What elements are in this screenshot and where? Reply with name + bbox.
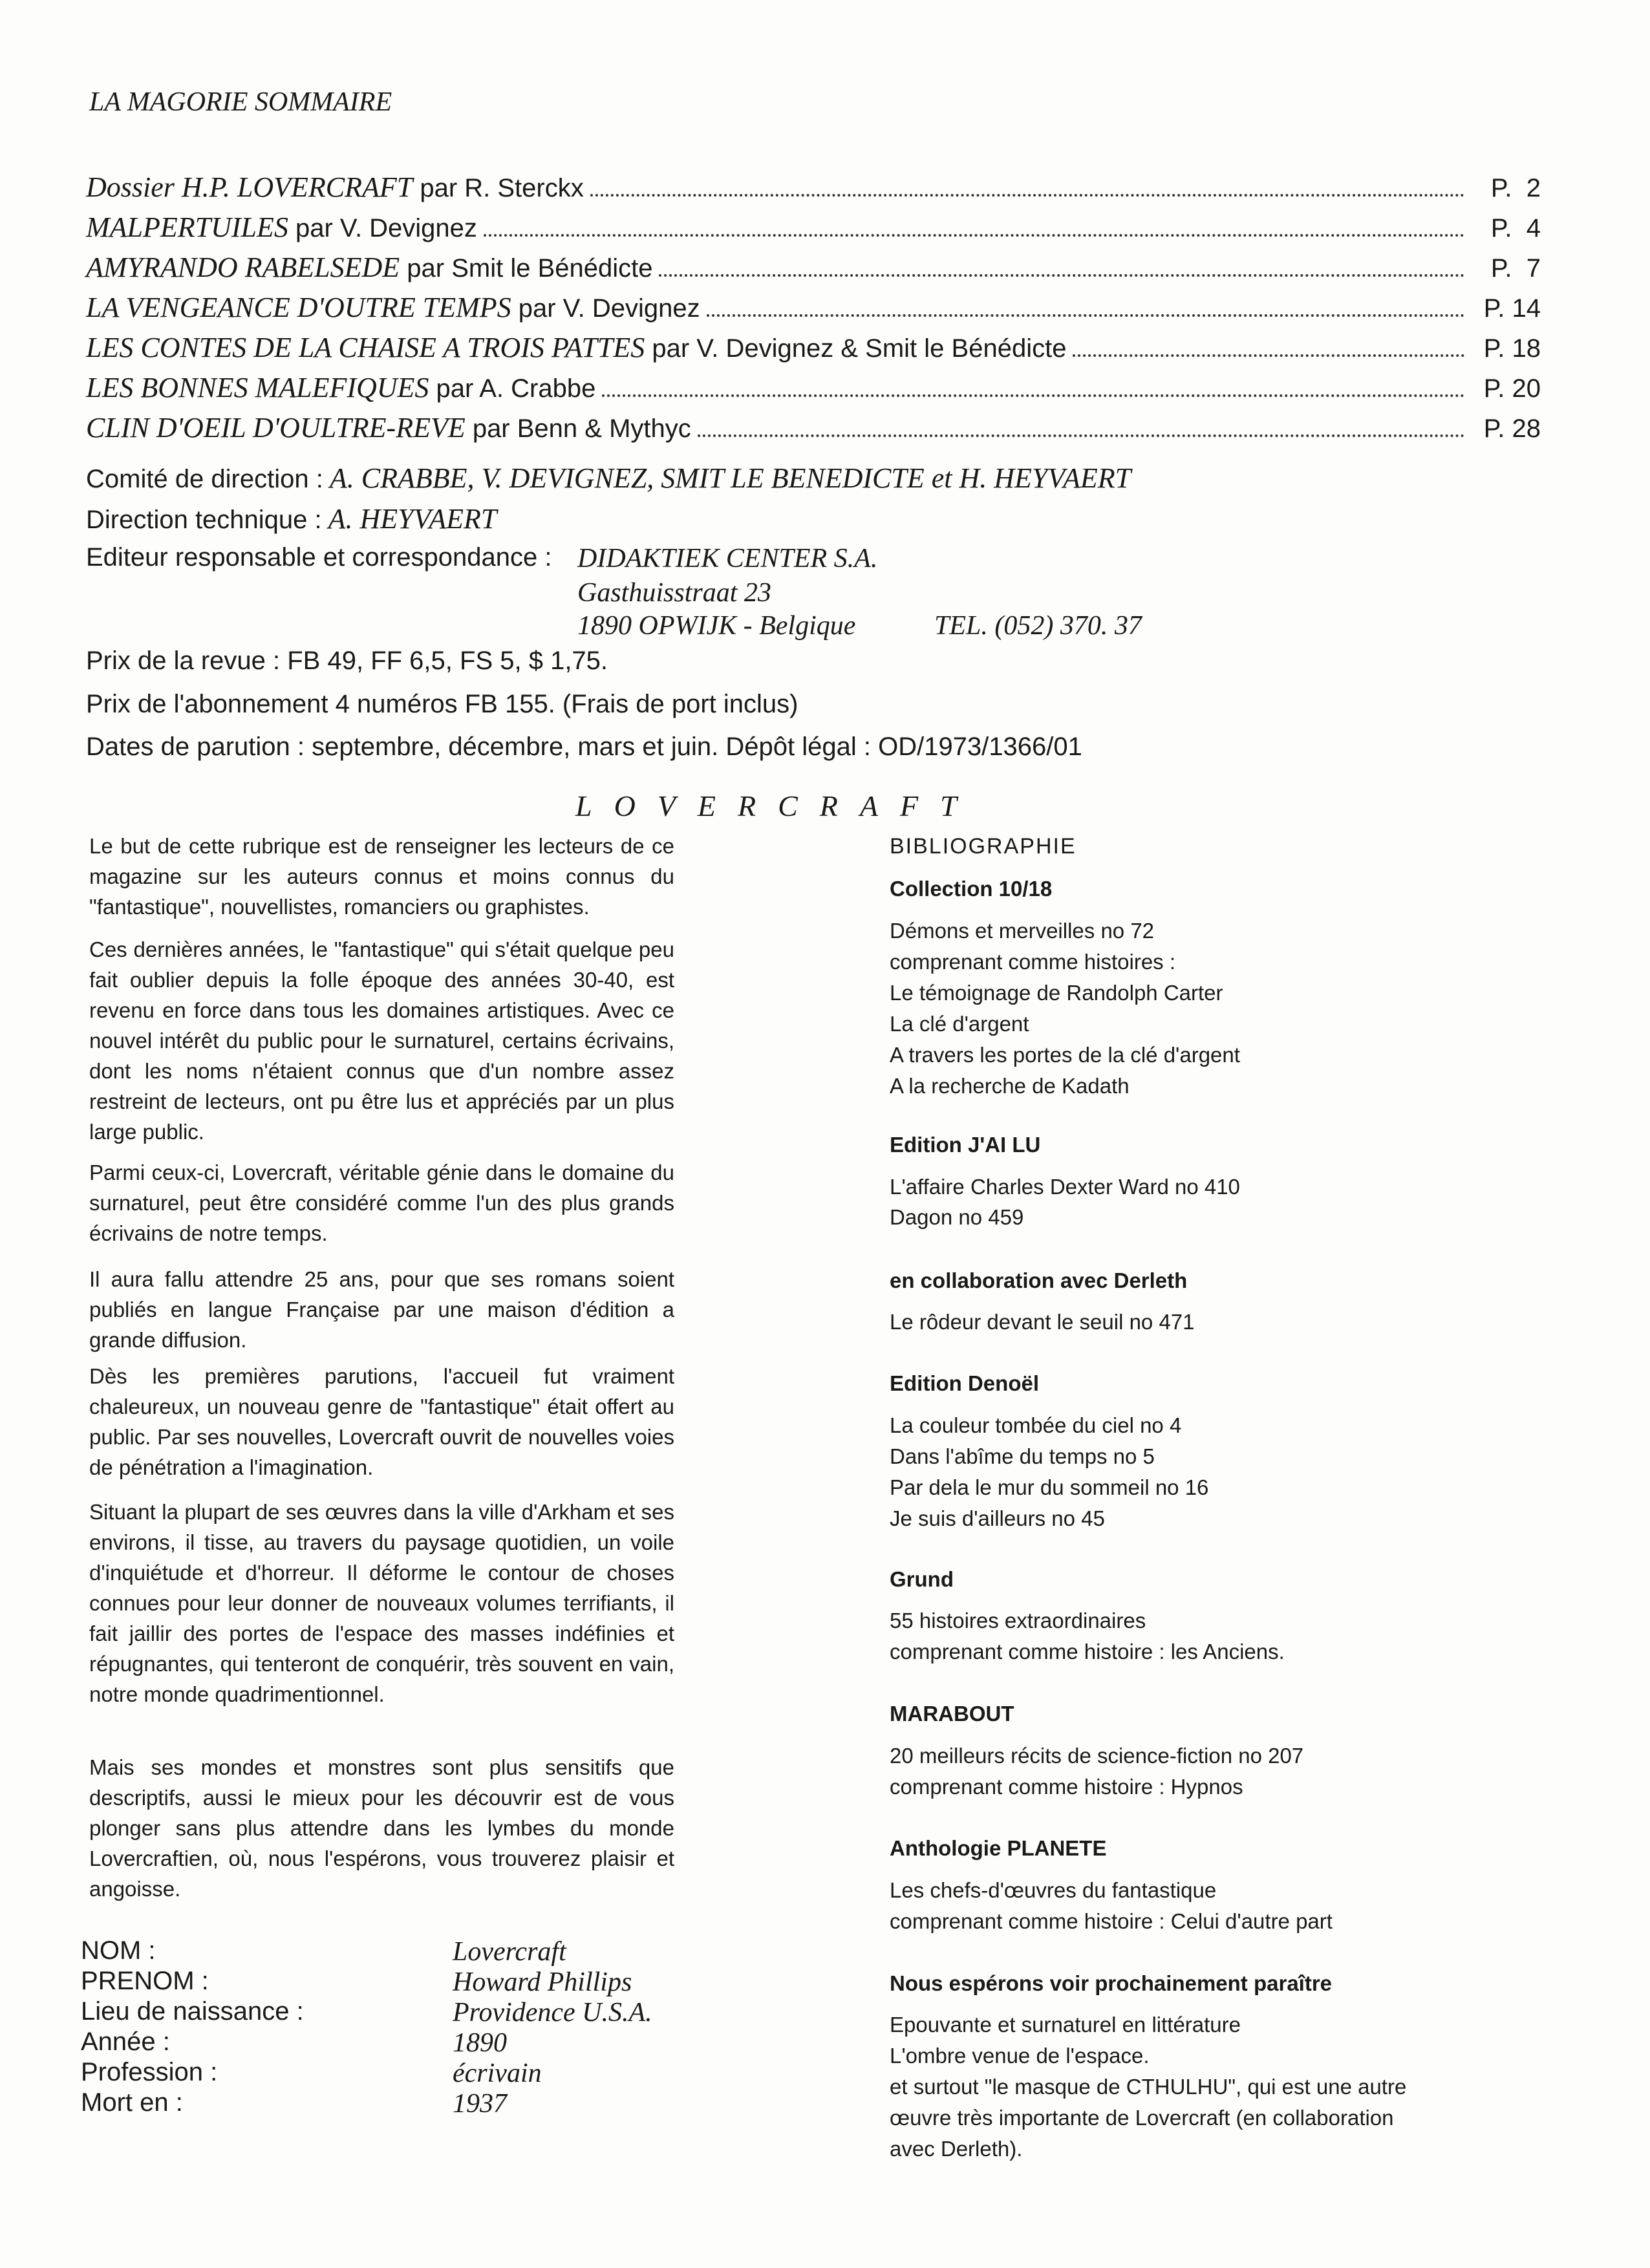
article-paragraph: Il aura fallu attendre 25 ans, pour que ses romans soient publiés en langue Française par une maison d'édition a grande diffusion. — [89, 1267, 674, 1352]
bib-heading: Nous espérons voir prochainement paraître — [890, 1971, 1333, 1995]
publisher-street: Gasthuisstraat 23 — [577, 578, 771, 608]
toc-leader-dots — [484, 234, 1464, 237]
toc-row — [86, 171, 1541, 209]
bib-entry: Epouvante et surnaturel en littérature — [890, 2013, 1241, 2037]
toc-author: par R. Sterckx — [412, 174, 584, 202]
bib-entry: Je suis d'ailleurs no 45 — [890, 1506, 1105, 1530]
bio-prenom-label: PRENOM : — [81, 1967, 209, 1995]
toc-author: par V. Devignez — [511, 294, 700, 323]
bibliography-title: BIBLIOGRAPHIE — [890, 834, 1077, 859]
toc-title: LA VENGEANCE D'OUTRE TEMPS — [86, 292, 511, 323]
toc-row — [86, 251, 1541, 290]
bio-lieu-label: Lieu de naissance : — [81, 1997, 304, 2026]
bio-mort-label: Mort en : — [81, 2088, 183, 2117]
toc-author: par V. Devignez & Smit le Bénédicte — [645, 334, 1067, 363]
bib-entry: A travers les portes de la clé d'argent — [890, 1043, 1240, 1067]
toc-page: P. 20 — [1483, 374, 1541, 403]
bib-entry: A la recherche de Kadath — [890, 1074, 1130, 1098]
article-paragraph: Parmi ceux-ci, Lovercraft, véritable génie dans le domaine du surnaturel, peut être considéré comme l'un des plus grands écrivains de notre temps. — [89, 1161, 674, 1245]
committee-credit — [86, 462, 1131, 495]
toc-page: P. 4 — [1490, 214, 1541, 242]
toc-leader-dots — [1073, 354, 1464, 357]
toc-leader-dots — [698, 434, 1464, 437]
bib-entry: 20 meilleurs récits de science-fiction no 207 — [890, 1744, 1304, 1768]
bib-entry: La clé d'argent — [890, 1012, 1029, 1036]
bio-mort-value: 1937 — [453, 2089, 507, 2119]
toc-row — [86, 371, 1541, 410]
bio-profession-label: Profession : — [81, 2058, 218, 2086]
toc-author: par A. Crabbe — [429, 374, 596, 403]
toc-row — [86, 211, 1541, 250]
bib-entry: Dagon no 459 — [890, 1205, 1024, 1229]
toc-page: P. 14 — [1483, 294, 1541, 323]
bib-entry: Le témoignage de Randolph Carter — [890, 981, 1223, 1005]
bib-entry: et surtout "le masque de CTHULHU", qui est une autre — [890, 2075, 1407, 2099]
bib-entry: Démons et merveilles no 72 — [890, 919, 1155, 943]
bio-lieu-value: Providence U.S.A. — [453, 1998, 652, 2027]
article-paragraph: Situant la plupart de ses œuvres dans la ville d'Arkham et ses environs, il tisse, au travers du paysage quotidien, un voile d'inquiétude et d'horreur. Il déforme le contour de choses connues pour leur donner de nouveaux volumes terrifiants, il fait jaillir des portes de l'espace des masses indéfinies et répugnantes, qui tenteront de conquérir, très souvent en vain, notre monde quadrimentionnel. — [89, 1500, 674, 1706]
bib-entry: comprenant comme histoire : les Anciens. — [890, 1640, 1285, 1664]
article-paragraph: Dès les premières parutions, l'accueil fut vraiment chaleureux, un nouveau genre de "fantastique" était offert au public. Par ses nouvelles, Lovercraft ouvrit de nouvelles voies de pénétration a l'imagination. — [89, 1364, 674, 1479]
toc-author: par V. Devignez — [288, 214, 477, 242]
article-paragraph: Le but de cette rubrique est de renseigner les lecteurs de ce magazine sur les auteurs connus et moins connus du "fantastique", nouvellistes, romanciers ou graphistes. — [89, 834, 674, 919]
bib-entry: avec Derleth). — [890, 2137, 1023, 2161]
bib-heading: Edition J'AI LU — [890, 1133, 1041, 1157]
bib-entry: Par dela le mur du sommeil no 16 — [890, 1475, 1209, 1499]
magazine-title: LA MAGORIE SOMMAIRE — [89, 87, 392, 117]
bib-heading: Collection 10/18 — [890, 877, 1053, 901]
toc-author: par Benn & Mythyc — [465, 414, 691, 443]
bib-entry: La couleur tombée du ciel no 4 — [890, 1413, 1182, 1437]
bib-entry: comprenant comme histoire : Celui d'autre part — [890, 1909, 1333, 1933]
bib-heading: Anthologie PLANETE — [890, 1836, 1107, 1860]
publisher-city: 1890 OPWIJK - Belgique — [577, 611, 856, 641]
toc-leader-dots — [659, 274, 1464, 277]
subscription-info: Prix de l'abonnement 4 numéros FB 155. (Frais de port inclus) — [86, 690, 798, 718]
bib-heading: Edition Denoël — [890, 1371, 1039, 1395]
toc-row — [86, 331, 1541, 370]
toc-leader-dots — [602, 394, 1464, 397]
section-heading: LOVERCRAFT — [575, 789, 979, 822]
publisher-name: DIDAKTIEK CENTER S.A. — [577, 544, 878, 573]
toc-title: CLIN D'OEIL D'OULTRE-REVE — [86, 412, 466, 444]
toc-row — [86, 411, 1541, 450]
toc-title: Dossier H.P. LOVERCRAFT — [86, 171, 413, 203]
toc-leader-dots — [590, 194, 1464, 197]
toc-title: MALPERTUILES — [86, 211, 288, 243]
bib-heading: en collaboration avec Derleth — [890, 1268, 1188, 1292]
publisher-tel: TEL. (052) 370. 37 — [934, 611, 1142, 641]
bio-annee-value: 1890 — [453, 2028, 507, 2058]
bib-entry: comprenant comme histoires : — [890, 950, 1176, 974]
article-paragraph: Ces dernières années, le "fantastique" qui s'était quelque peu fait oublier depuis la folle époque des années 30-40, est revenu en force dans tous les domaines artistiques. Avec ce nouvel intérêt du public pour le surnaturel, certains écrivains, dont les noms n'étaient connus que d'un nombre assez restreint de lecteurs, ont pu être lus et appréciés par un plus large public. — [89, 937, 674, 1144]
toc-title: LES BONNES MALEFIQUES — [86, 372, 429, 403]
toc-page: P. 28 — [1483, 414, 1541, 443]
price-info: Prix de la revue : FB 49, FF 6,5, FS 5, $ 1,75. — [86, 647, 608, 675]
bio-profession-value: écrivain — [453, 2059, 542, 2088]
bib-entry: 55 histoires extraordinaires — [890, 1609, 1146, 1632]
bib-entry: L'affaire Charles Dexter Ward no 410 — [890, 1175, 1240, 1199]
bio-prenom-value: Howard Phillips — [453, 1967, 632, 1997]
toc-row — [86, 291, 1541, 330]
technical-label: Direction technique : — [86, 506, 322, 534]
article-paragraph: Mais ses mondes et monstres sont plus sensitifs que descriptifs, aussi le mieux pour les découvrir est de vous plonger sans plus attendre dans les lymbes du monde Lovercraftien, où, nous l'espérons, vous trouverez plaisir et angoisse. — [89, 1755, 674, 1901]
toc-page: P. 2 — [1490, 174, 1541, 202]
toc-leader-dots — [707, 314, 1464, 317]
bib-entry: œuvre très importante de Lovercraft (en collaboration — [890, 2106, 1394, 2130]
technical-credit — [86, 502, 497, 535]
bib-entry: Les chefs-d'œuvres du fantastique — [890, 1878, 1217, 1902]
bio-annee-label: Année : — [81, 2027, 170, 2056]
bio-nom-value: Lovercraft — [453, 1937, 566, 1967]
bib-heading: Grund — [890, 1567, 954, 1591]
committee-value: A. CRABBE, V. DEVIGNEZ, SMIT LE BENEDICTE et H. HEYVAERT — [329, 462, 1131, 494]
publisher-label: Editeur responsable et correspondance : — [86, 543, 552, 572]
bio-nom-label: NOM : — [81, 1936, 156, 1965]
toc-page: P. 7 — [1490, 254, 1541, 283]
bib-entry: Le rôdeur devant le seuil no 471 — [890, 1310, 1195, 1334]
toc-author: par Smit le Bénédicte — [400, 254, 653, 283]
toc-page: P. 18 — [1483, 334, 1541, 363]
toc-title: LES CONTES DE LA CHAISE A TROIS PATTES — [86, 332, 645, 363]
toc-title: AMYRANDO RABELSEDE — [86, 251, 400, 283]
bib-entry: L'ombre venue de l'espace. — [890, 2044, 1150, 2068]
publication-dates: Dates de parution : septembre, décembre, mars et juin. Dépôt légal : OD/1973/1366/01 — [86, 733, 1082, 761]
bib-entry: Dans l'abîme du temps no 5 — [890, 1444, 1155, 1468]
bib-entry: comprenant comme histoire : Hypnos — [890, 1775, 1243, 1799]
bib-heading: MARABOUT — [890, 1702, 1014, 1726]
committee-label: Comité de direction : — [86, 465, 323, 493]
technical-value: A. HEYVAERT — [328, 503, 497, 535]
